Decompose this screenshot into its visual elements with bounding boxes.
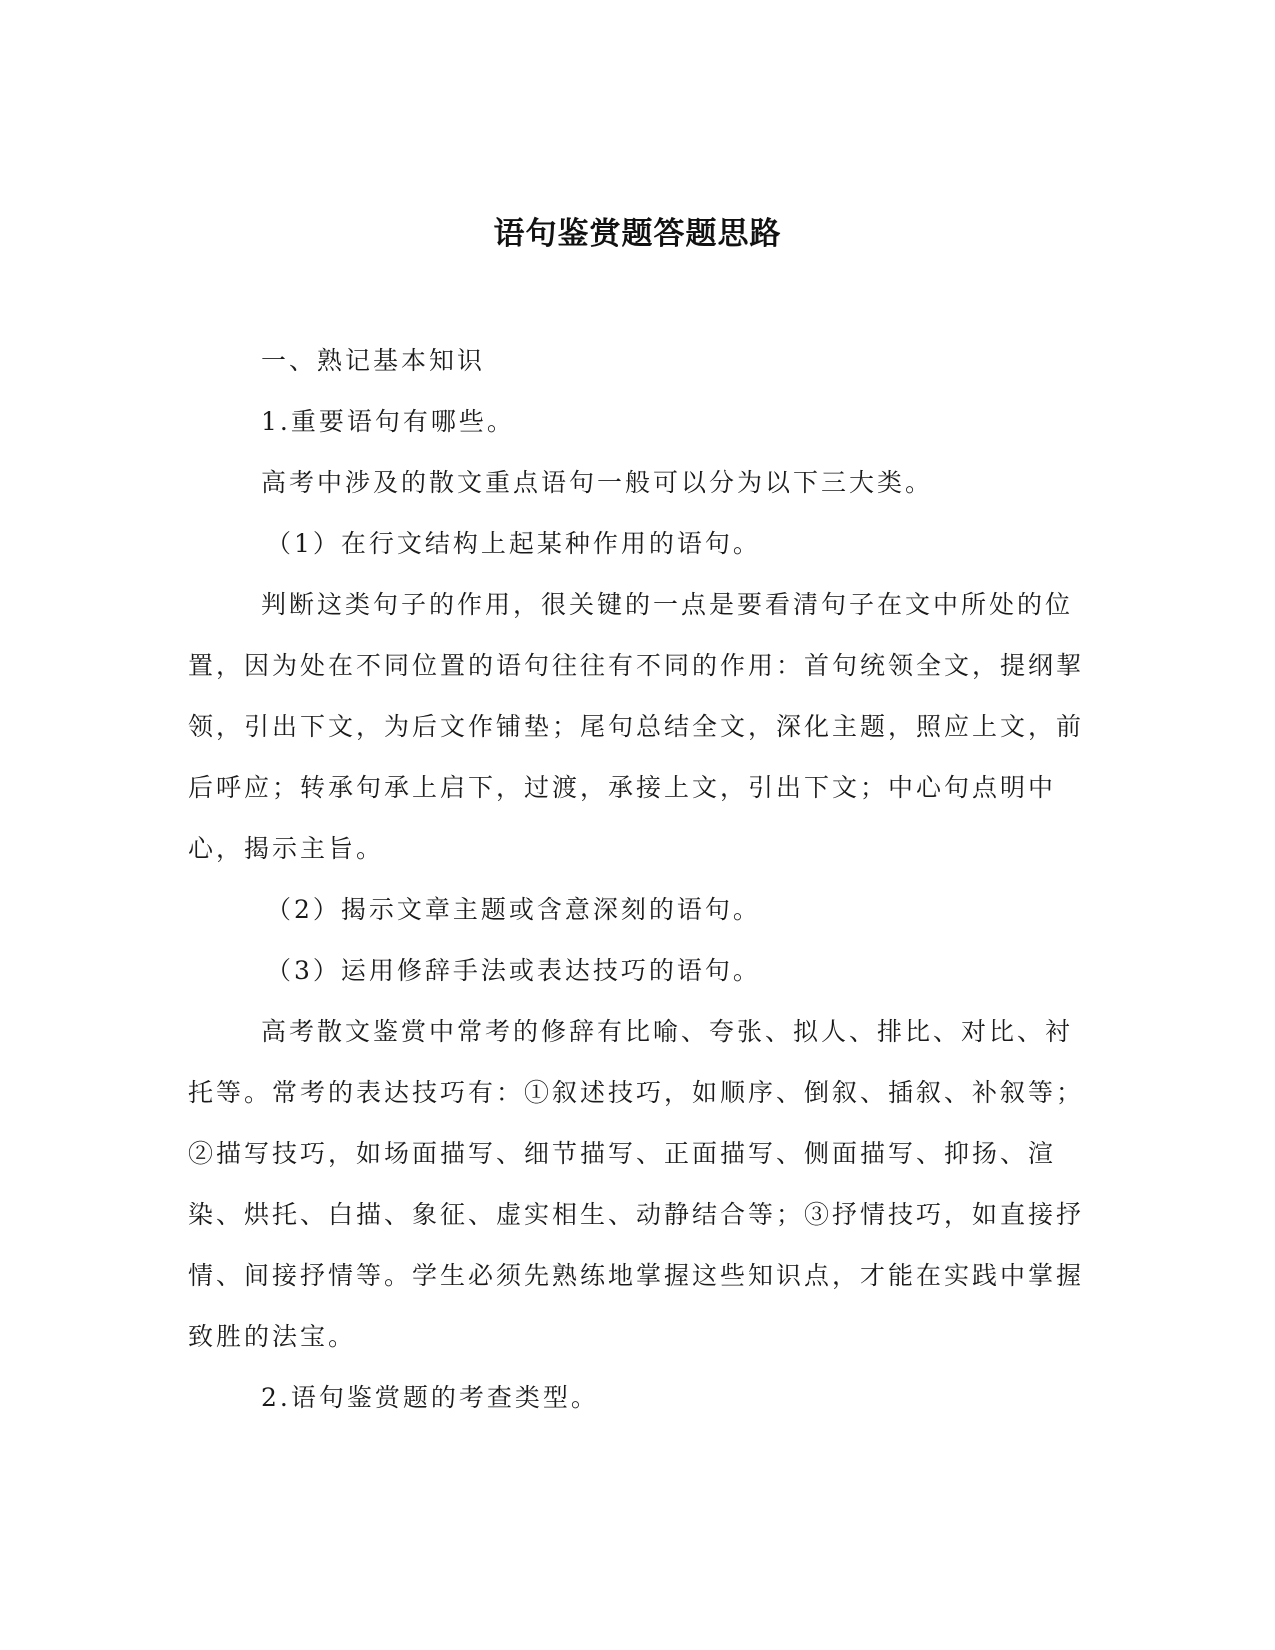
page-title: 语句鉴赏题答题思路: [493, 216, 782, 252]
list-item-structural-sentences: （1）在行文结构上起某种作用的语句。: [266, 529, 761, 558]
paragraph-rhetoric-techniques: 高考散文鉴赏中常考的修辞有比喻、夸张、拟人、排比、对比、衬托等。常考的表达技巧有：①叙述技巧，如顺序、倒叙、插叙、补叙等；②描写技巧，如场面描写、细节描写、正面描写、侧面描写、抑扬、渲染、烘托、白描、象征、虚实相生、动静结合等；③抒情技巧，如直接抒情、间接抒情等。学生必须先熟练地掌握这些知识点，才能在实践中掌握致胜的法宝。: [188, 1017, 1085, 1351]
section-heading-basic-knowledge: 一、熟记基本知识: [261, 346, 486, 375]
list-item-rhetoric-sentences: （3）运用修辞手法或表达技巧的语句。: [266, 956, 761, 985]
paragraph-position-roles: 判断这类句子的作用，很关键的一点是要看清句子在文中所处的位置，因为处在不同位置的语句往往有不同的作用：首句统领全文，提纲挈领，引出下文，为后文作铺垫；尾句总结全文，深化主题，照应上文，前后呼应；转承句承上启下，过渡，承接上文，引出下文；中心句点明中心，揭示主旨。: [188, 590, 1085, 863]
list-item-theme-sentences: （2）揭示文章主题或含意深刻的语句。: [266, 895, 761, 924]
paragraph-intro-categories: 高考中涉及的散文重点语句一般可以分为以下三大类。: [261, 468, 934, 497]
document-body: [188, 330, 1088, 1428]
subsection-heading-question-types: 2.语句鉴赏题的考查类型。: [261, 1383, 599, 1412]
subsection-heading-important-sentences: 1.重要语句有哪些。: [261, 407, 515, 436]
